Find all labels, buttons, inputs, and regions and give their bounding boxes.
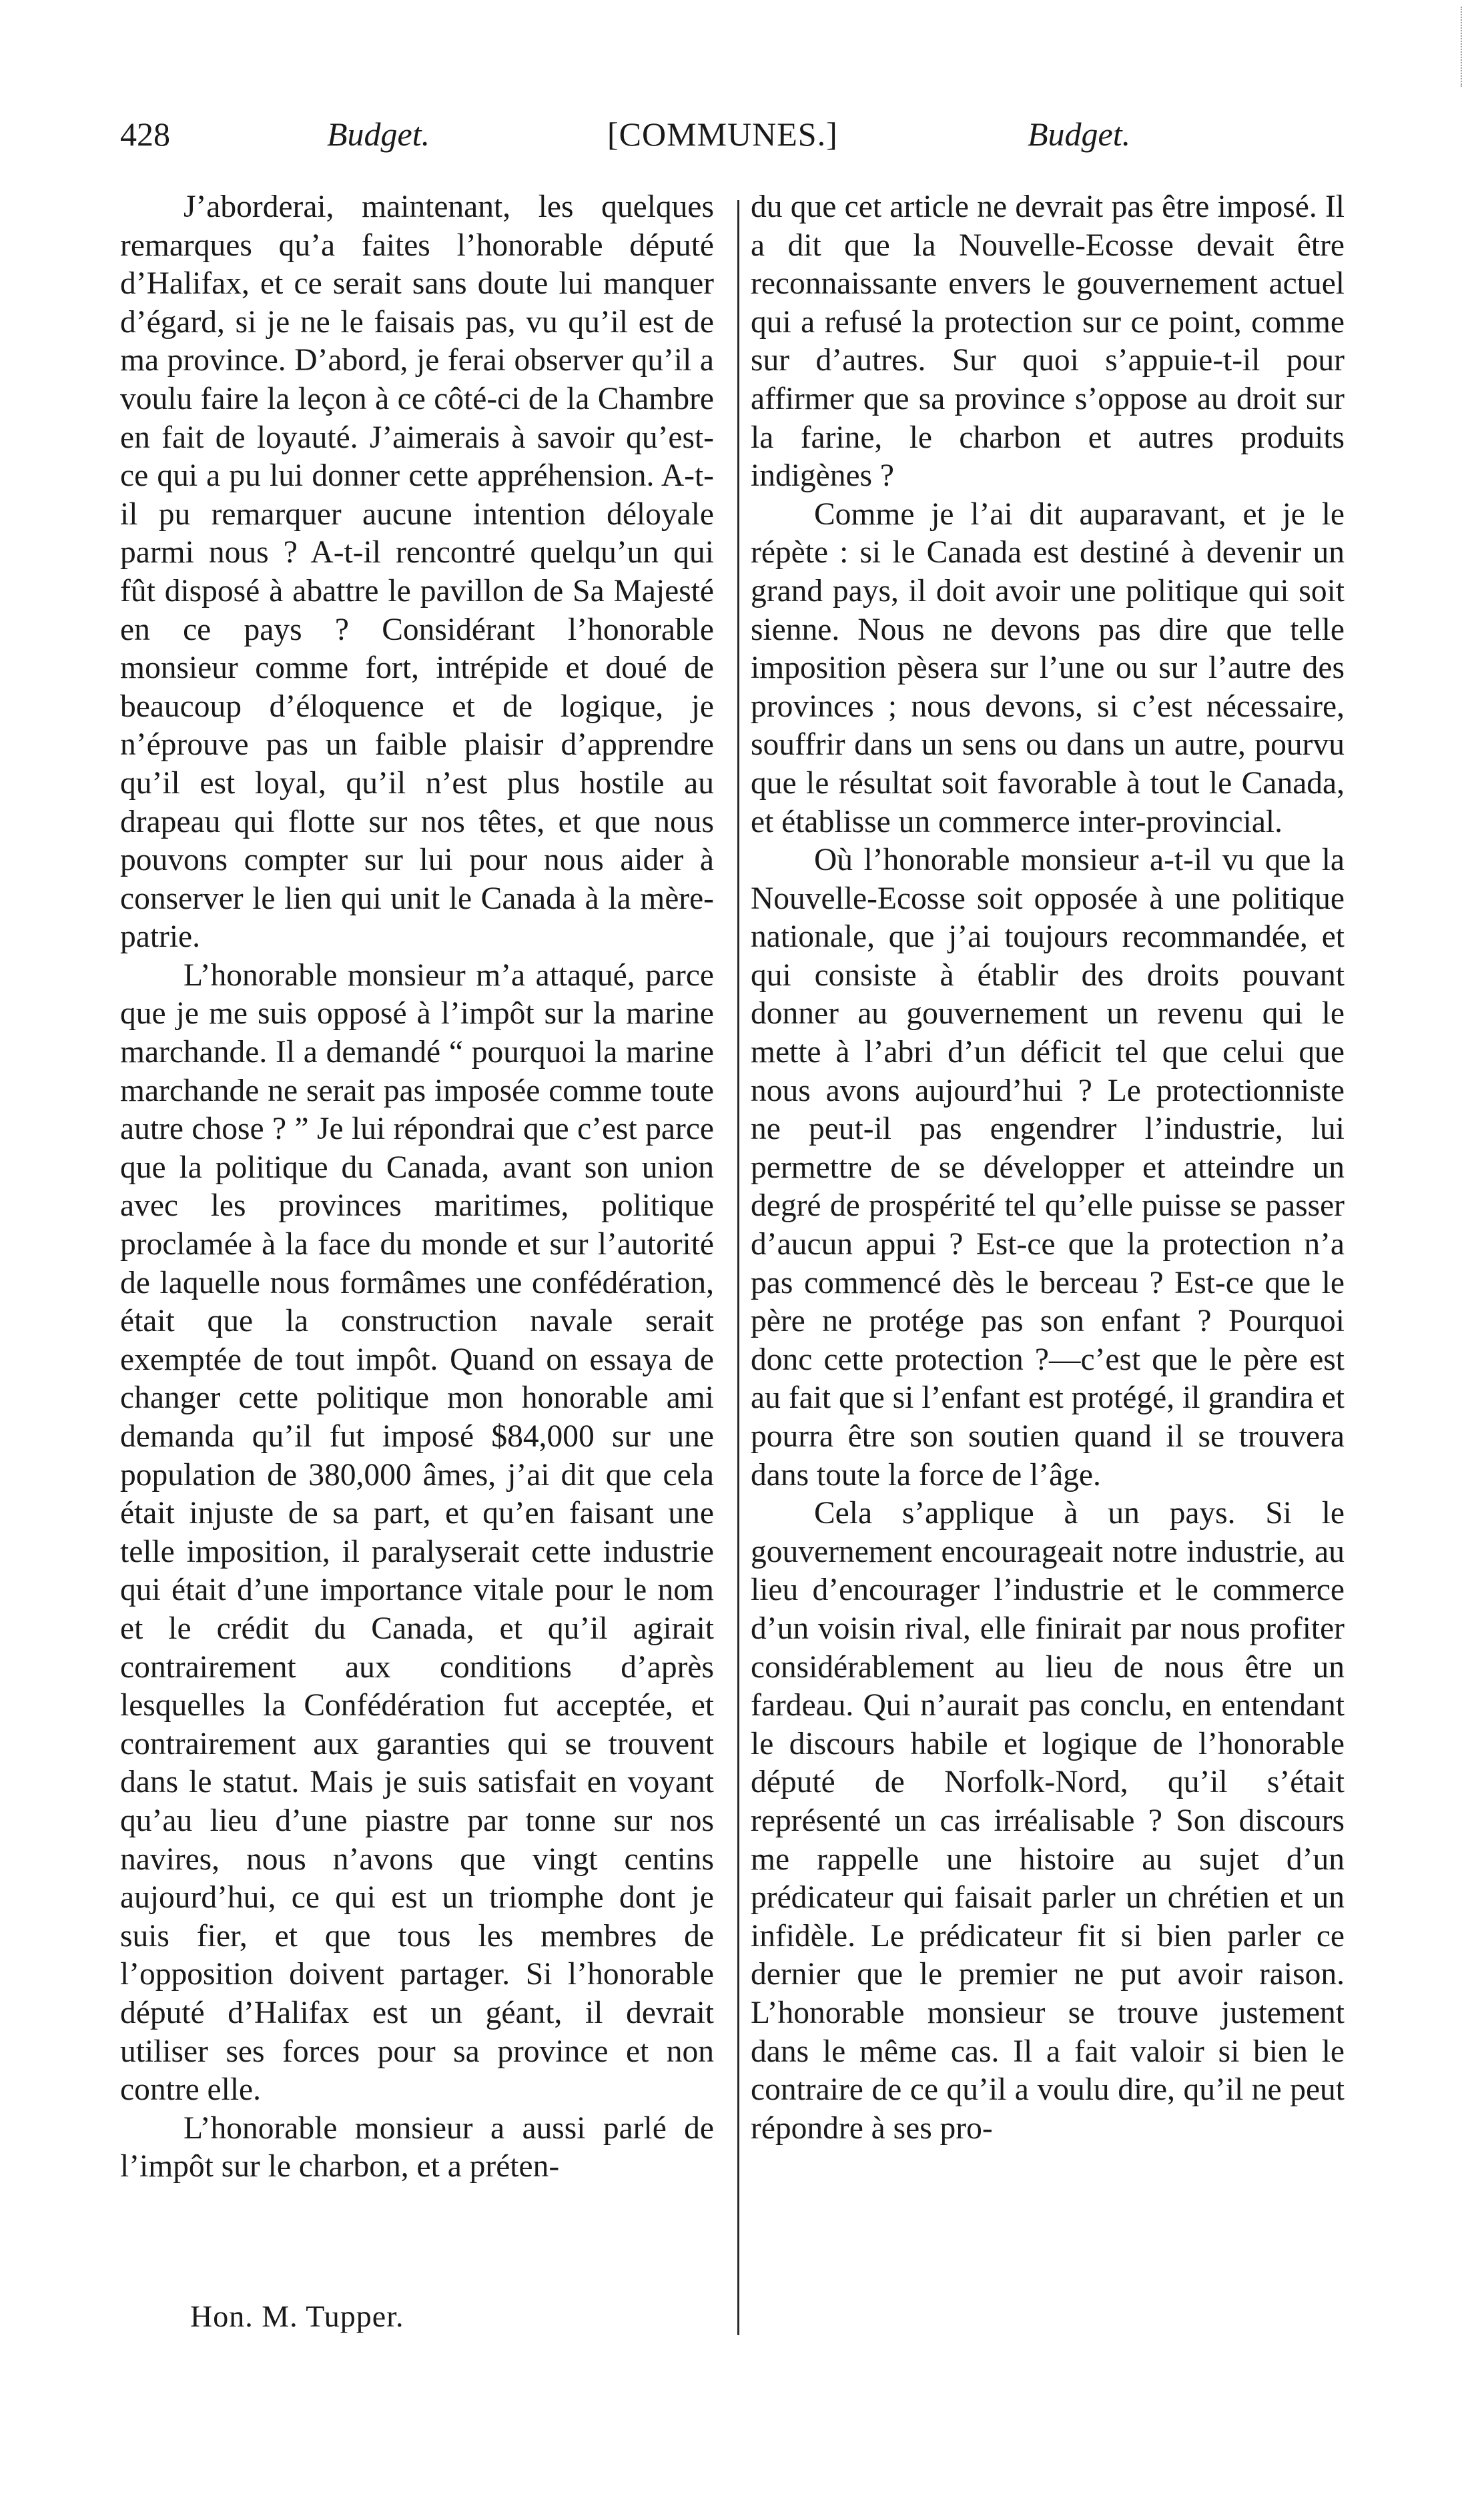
paragraph: Comme je l’ai dit auparavant, et je le répète : si le Canada est destiné à devenir un grand pays, il doit avoir une politique qui soit sienne. Nous ne devons pas dire que telle imposition pèsera sur l’une ou sur l’autre des provinces ; nous devons, si c’est nécessaire, souffrir dans un sens ou dans un autre, pourvu que le résultat soit favorable à tout le Canada, et établisse un commerce inter-provincial. [751, 496, 1345, 839]
page-number: 428 [120, 115, 170, 153]
header-center-title: [COMMUNES.] [607, 115, 838, 153]
paragraph: Cela s’applique à un pays. Si le gouvernement encourageait notre industrie, au lieu d’encourager l’industrie et le commerce d’un voisin rival, elle finirait par nous profiter considérablement au lieu de nous être un fardeau. Qui n’aurait pas conclu, en entendant le discours habile et logique de l’honorable député de Norfolk-Nord, qu’il s’était représenté un cas irréalisable ? Son discours me rappelle une histoire au sujet d’un prédicateur qui faisait parler un chrétien et un infidèle. Le prédicateur fit si bien parler ce dernier que le premier ne put avoir raison. L’honorable monsieur se trouve justement dans le même cas. Il a fait valoir si bien le contraire de ce qu’il a voulu dire, qu’il ne peut répondre à ses pro- [751, 1496, 1345, 2146]
scan-edge-mark [1461, 7, 1466, 87]
running-header [120, 115, 1348, 161]
header-right-title: Budget. [1028, 115, 1131, 153]
paragraph: L’honorable monsieur a aussi parlé de l’impôt sur le charbon, et a préten- [120, 2110, 714, 2184]
right-column [751, 188, 1345, 2148]
column-divider [737, 200, 739, 2335]
left-column [120, 188, 714, 2186]
speaker-footer: Hon. M. Tupper. [190, 2299, 404, 2333]
paragraph: J’aborderai, maintenant, les quelques remarques qu’a faites l’honorable député d’Halifax, et ce serait sans doute lui manquer d’égard, si je ne le faisais pas, vu qu’il est de ma province. D’abord, je ferai observer qu’il a voulu faire la leçon à ce côté-ci de la Chambre en fait de loyauté. J’aimerais à savoir qu’est-ce qui a pu lui donner cette appréhension. A-t-il pu remarquer aucune intention déloyale parmi nous ? A-t-il rencontré quelqu’un qui fût disposé à abattre le pavillon de Sa Majesté en ce pays ? Considérant l’honorable monsieur comme fort, intrépide et doué de beaucoup d’éloquence et de logique, je n’éprouve pas un faible plaisir d’apprendre qu’il est loyal, qu’il n’est plus hostile au drapeau qui flotte sur nos têtes, et que nous pouvons compter sur lui pour nous aider à conserver le lien qui unit le Canada à la mère-patrie. [120, 189, 714, 955]
paragraph: L’honorable monsieur m’a attaqué, parce que je me suis opposé à l’impôt sur la marine marchande. Il a demandé “ pourquoi la marine marchande ne serait pas imposée comme toute autre chose ? ” Je lui répondrai que c’est parce que la politique du Canada, avant son union avec les provinces maritimes, politique proclamée à la face du monde et sur l’autorité de laquelle nous formâmes une confédération, était que la construction navale serait exemptée de tout impôt. Quand on essaya de changer cette politique mon honorable ami demanda qu’il fut imposé $84,000 sur une population de 380,000 âmes, j’ai dit que cela était injuste de sa part, et qu’en faisant une telle imposition, il paralyserait cette industrie qui était d’une importance vitale pour le nom et le crédit du Canada, et qu’il agirait contrairement aux conditions d’après lesquelles la Confédération fut acceptée, et contrairement aux garanties qui se trouvent dans le statut. Mais je suis satisfait en voyant qu’au lieu d’une piastre par tonne sur nos navires, nous n’avons que vingt centins aujourd’hui, ce qui est un triomphe dont je suis fier, et que tous les membres de l’opposition doivent partager. Si l’honorable député d’Halifax est un géant, il devrait utiliser ses forces pour sa province et non contre elle. [120, 957, 714, 2108]
header-left-title: Budget. [327, 115, 430, 153]
paragraph: Où l’honorable monsieur a-t-il vu que la Nouvelle-Ecosse soit opposée à une politique nationale, que j’ai toujours recommandée, et qui consiste à établir des droits pouvant donner au gouvernement un revenu qui le mette à l’abri d’un déficit tel que celui que nous avons aujourd’hui ? Le protectionniste ne peut-il pas engendrer l’industrie, lui permettre de se développer et atteindre un degré de prospérité tel qu’elle puisse se passer d’aucun appui ? Est-ce que la protection n’a pas commencé dès le berceau ? Est-ce que le père ne protége pas son enfant ? Pourquoi donc cette protection ?—c’est que le père est au fait que si l’enfant est protégé, il grandira et pourra être son soutien quand il se trouvera dans toute la force de l’âge. [751, 843, 1345, 1493]
paragraph-continued: du que cet article ne devrait pas être imposé. Il a dit que la Nouvelle-Ecosse devait être reconnaissante envers le gouvernement actuel qui a refusé la protection sur ce point, comme sur d’autres. Sur quoi s’appuie-t-il pour affirmer que sa province s’oppose au droit sur la farine, le charbon et autres produits indigènes ? [751, 189, 1345, 494]
